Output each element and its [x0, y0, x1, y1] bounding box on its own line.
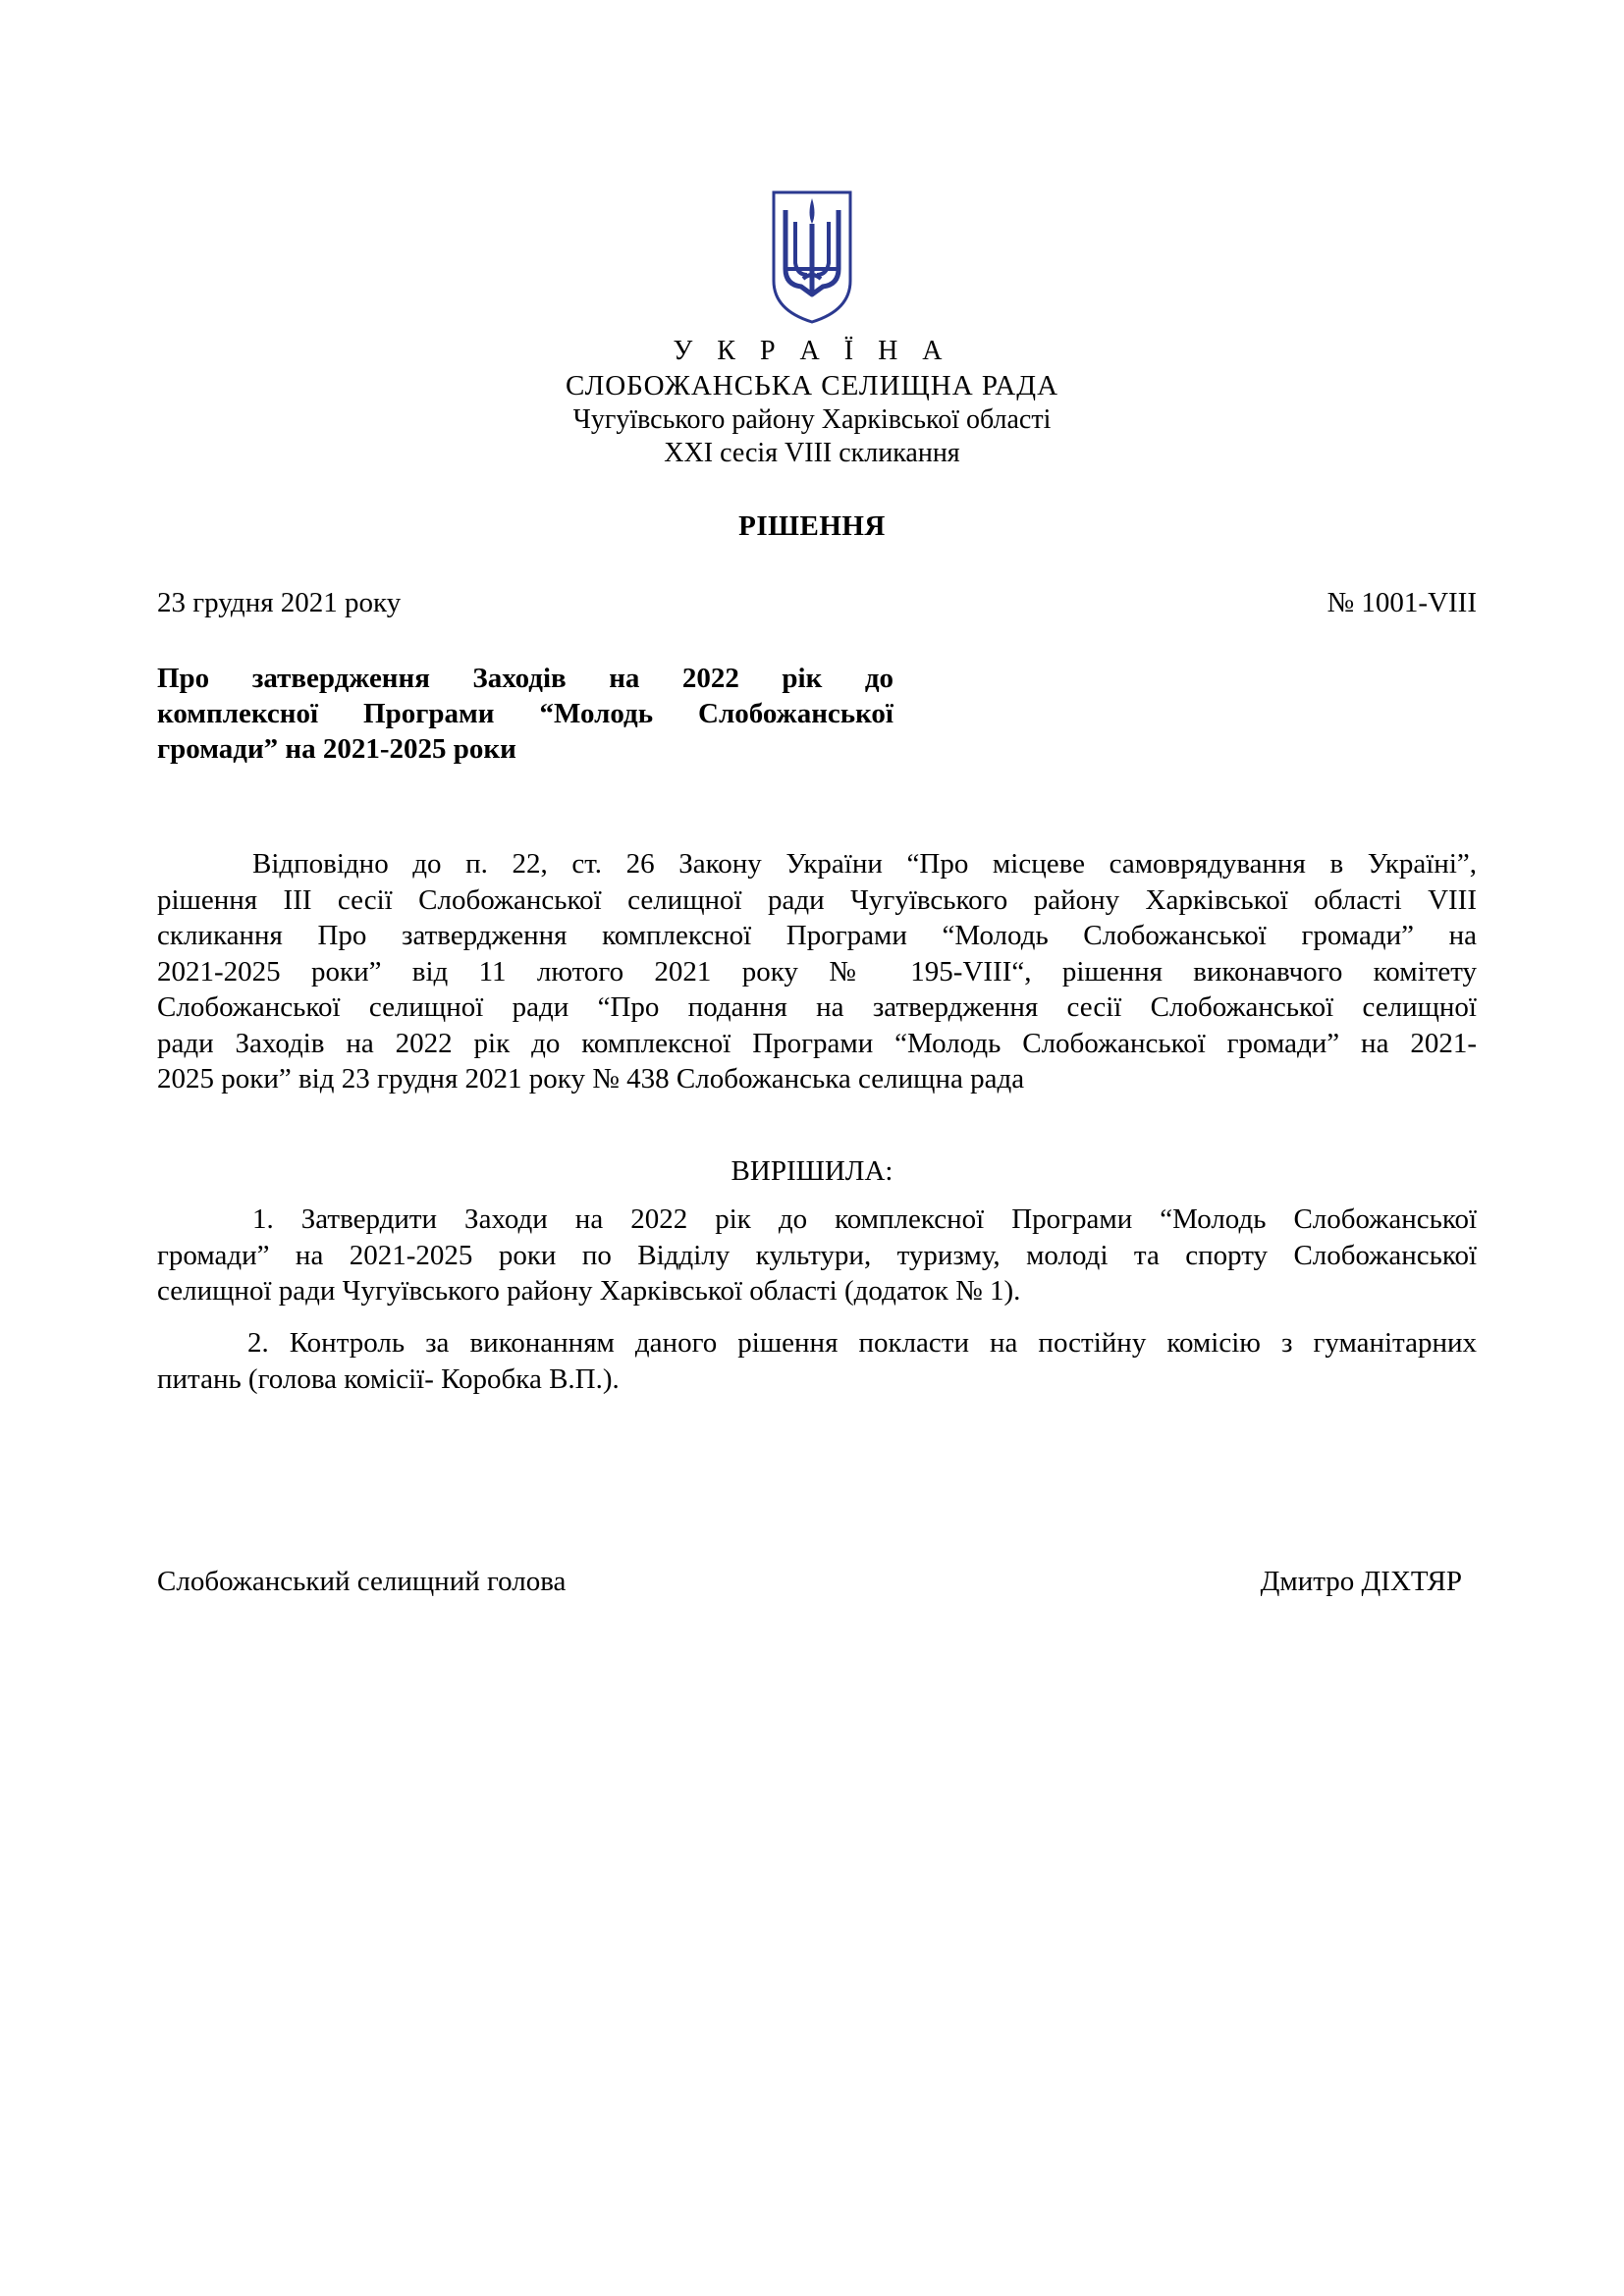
paragraph-line: 2021-2025 роки” від 11 лютого 2021 року № 195-VIII“, рішення виконавчого комітету [157, 955, 1477, 988]
paragraph-line: ради Заходів на 2022 рік до комплексної Програми “Молодь Слобожанської громади” на 2021- [157, 1027, 1477, 1059]
paragraph-line: Слобожанської селищної ради “Про подання на затвердження сесії Слобожанської селищної [157, 991, 1477, 1023]
decision-item-2 [157, 1325, 1477, 1397]
council-district: Чугуївського району Харківської області [572, 404, 1052, 435]
signatory-title: Слобожанський селищний голова [157, 1566, 567, 1597]
subject-line: Про затвердження Заходів на 2022 рік до [157, 663, 893, 694]
paragraph-line: рішення III сесії Слобожанської селищної ради Чугуївського району Харківської області VIII [157, 883, 1477, 916]
session-info: XXI сесія VIII скликання [664, 438, 960, 468]
decision-number: № 1001-VIII [1326, 587, 1477, 618]
decision-subject [157, 661, 893, 767]
country-name: У К Р А Ї Н А [673, 336, 951, 366]
legal-basis-paragraph [157, 846, 1477, 1097]
paragraph-line: громади” на 2021-2025 роки по Відділу культури, туризму, молоді та спорту Слобожанської [157, 1239, 1477, 1271]
resolved-heading: ВИРІШИЛА: [731, 1155, 893, 1187]
paragraph-line: 2. Контроль за виконанням даного рішення покласти на постійну комісію з гуманітарних [247, 1327, 1477, 1359]
ukraine-coat-of-arms-icon [768, 185, 856, 324]
paragraph-line: скликання Про затвердження комплексної Програми “Молодь Слобожанської громади” на [157, 920, 1477, 951]
decision-date: 23 грудня 2021 року [157, 587, 402, 618]
subject-line: громади” на 2021-2025 роки [157, 733, 516, 765]
paragraph-line: 2025 роки” від 23 грудня 2021 року № 438 Слобожанська селищна рада [157, 1063, 1025, 1095]
signatory-name: Дмитро ДІХТЯР [1260, 1566, 1462, 1597]
paragraph-line: 1. Затвердити Заходи на 2022 рік до комплексної Програми “Молодь Слобожанської [252, 1203, 1477, 1235]
paragraph-line: селищної ради Чугуївського району Харківської області (додаток № 1). [157, 1275, 1021, 1307]
document-type: РІШЕННЯ [738, 510, 886, 542]
council-name: СЛОБОЖАНСЬКА СЕЛИЩНА РАДА [565, 370, 1059, 401]
subject-line: комплексної Програми “Молодь Слобожанської [157, 698, 893, 729]
paragraph-line: питань (голова комісії- Коробка В.П.). [157, 1362, 620, 1395]
paragraph-line: Відповідно до п. 22, ст. 26 Закону України “Про місцеве самоврядування в Україні”, [252, 848, 1477, 880]
decision-item-1 [157, 1201, 1477, 1309]
